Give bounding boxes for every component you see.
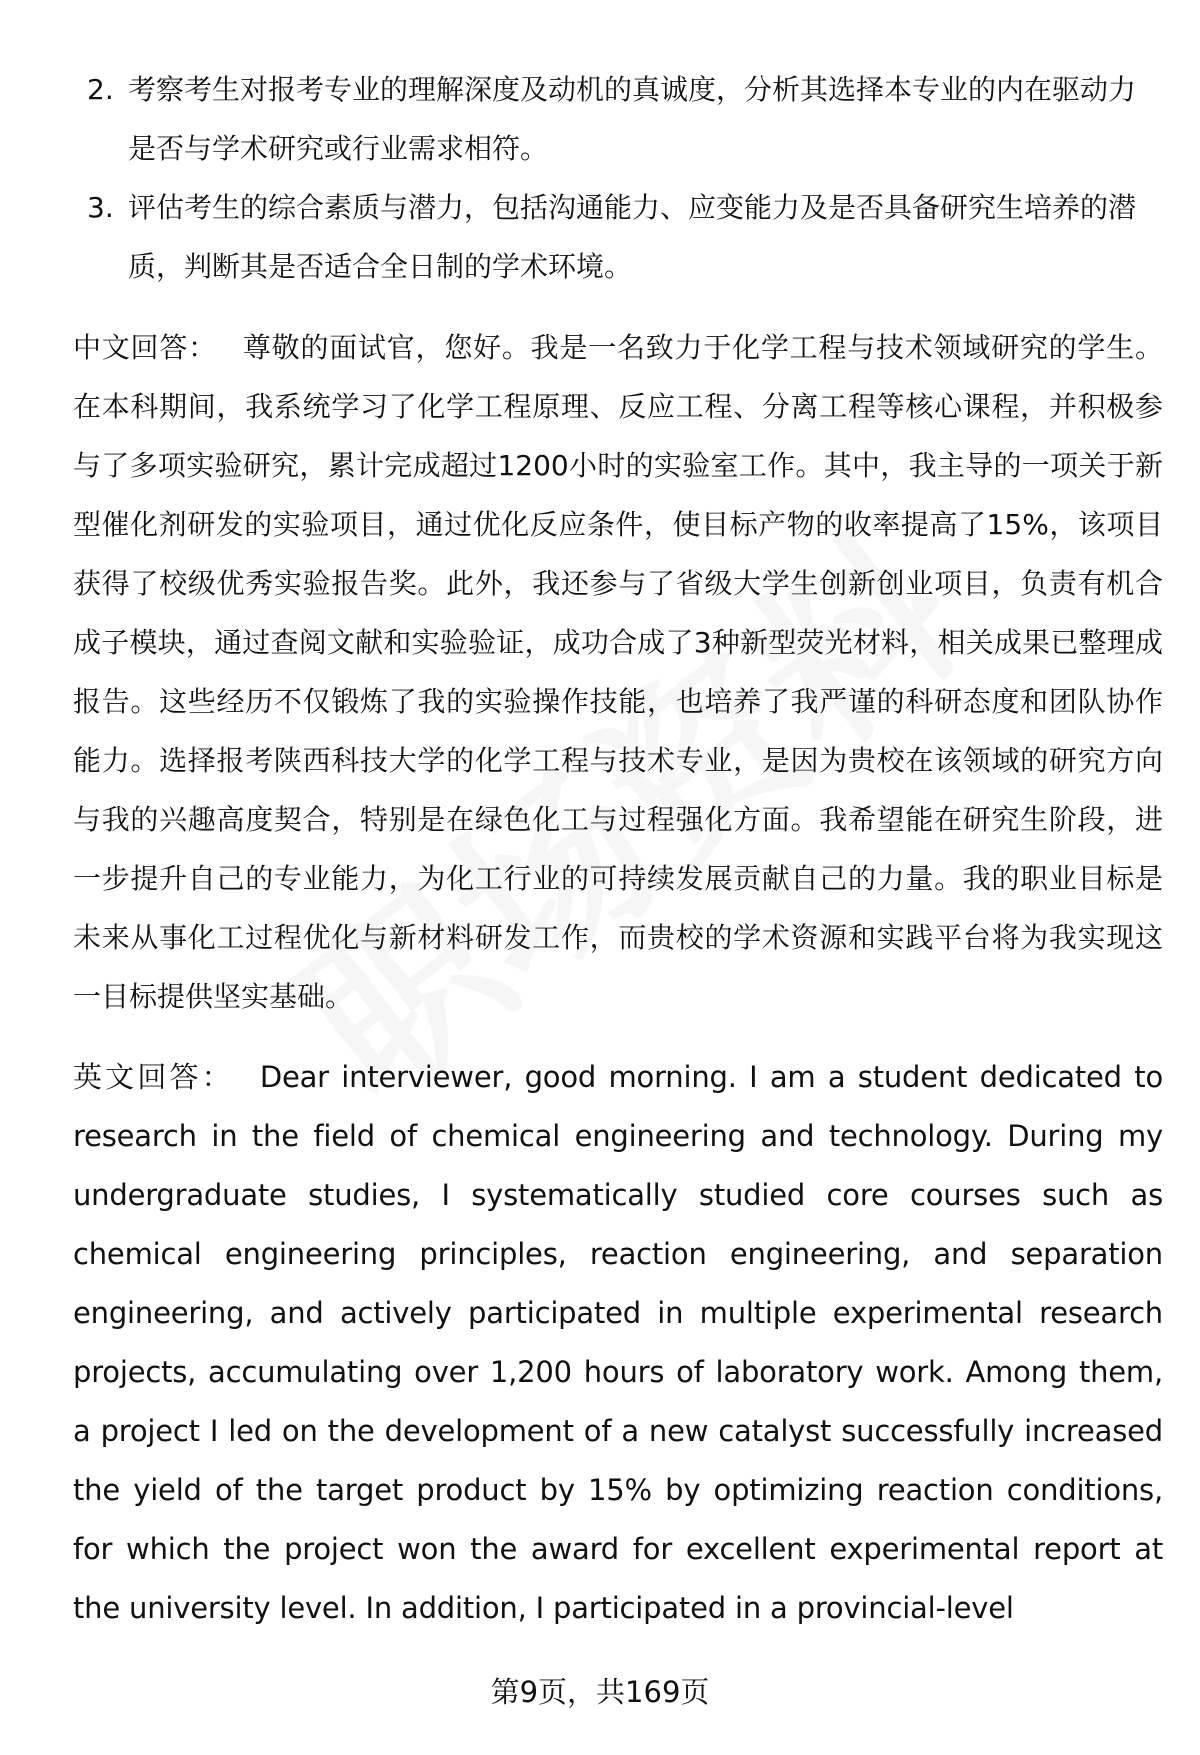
list-item-3 (73, 178, 1163, 296)
list-text: 评估考生的综合素质与潜力，包括沟通能力、应变能力及是否具备研究生培养的潜质，判断其是否适合全日制的学术环境。 (128, 191, 1137, 283)
list-number: 3. (87, 191, 114, 224)
page-number-footer: 第9页，共169页 (490, 1675, 710, 1709)
list-text: 考察考生对报考专业的理解深度及动机的真诚度，分析其选择本专业的内在驱动力是否与学术研究或行业需求相符。 (128, 73, 1137, 165)
page-content (73, 60, 1163, 1638)
chinese-answer-text: 尊敬的面试官，您好。我是一名致力于化学工程与技术领域研究的学生。在本科期间，我系统学习了化学工程原理、反应工程、分离工程等核心课程，并积极参与了多项实验研究，累计完成超过1200小时的实验室工作。其中，我主导的一项关于新型催化剂研发的实验项目，通过优化反应条件，使目标产物的收率提高了15%，该项目获得了校级优秀实验报告奖。此外，我还参与了省级大学生创新创业项目，负责有机合成子模块，通过查阅文献和实验验证，成功合成了3种新型荧光材料，相关成果已整理成报告。这些经历不仅锻炼了我的实验操作技能，也培养了我严谨的科研态度和团队协作能力。选择报考陕西科技大学的化学工程与技术专业，是因为贵校在该领域的研究方向与我的兴趣高度契合，特别是在绿色化工与过程强化方面。我希望能在研究生阶段，进一步提升自己的专业能力，为化工行业的可持续发展贡献自己的力量。我的职业目标是未来从事化工过程优化与新材料研发工作，而贵校的学术资源和实践平台将为我实现这一目标提供坚实基础。 (73, 331, 1163, 1013)
english-answer-paragraph (73, 1048, 1163, 1638)
english-answer-text: Dear interviewer, good morning. I am a student dedicated to research in the field of chemical engineering and technology. During my undergraduate studies, I systematically studied core courses such as chemical engineering principles, reaction engineering, and separation engineering, and actively participated in multiple experimental research projects, accumulating over 1,200 hours of laboratory work. Among them, a project I led on the development of a new catalyst successfully increased the yield of the target product by 15% by optimizing reaction conditions, for which the project won the award for excellent experimental report at the university level. In addition, I participated in a provincial-level (73, 1060, 1163, 1625)
english-answer-label: 英文回答： (73, 1060, 234, 1094)
list-number: 2. (87, 73, 114, 106)
list-item-2 (73, 60, 1163, 178)
chinese-answer-paragraph (73, 318, 1163, 1026)
chinese-answer-label: 中文回答： (73, 331, 217, 364)
